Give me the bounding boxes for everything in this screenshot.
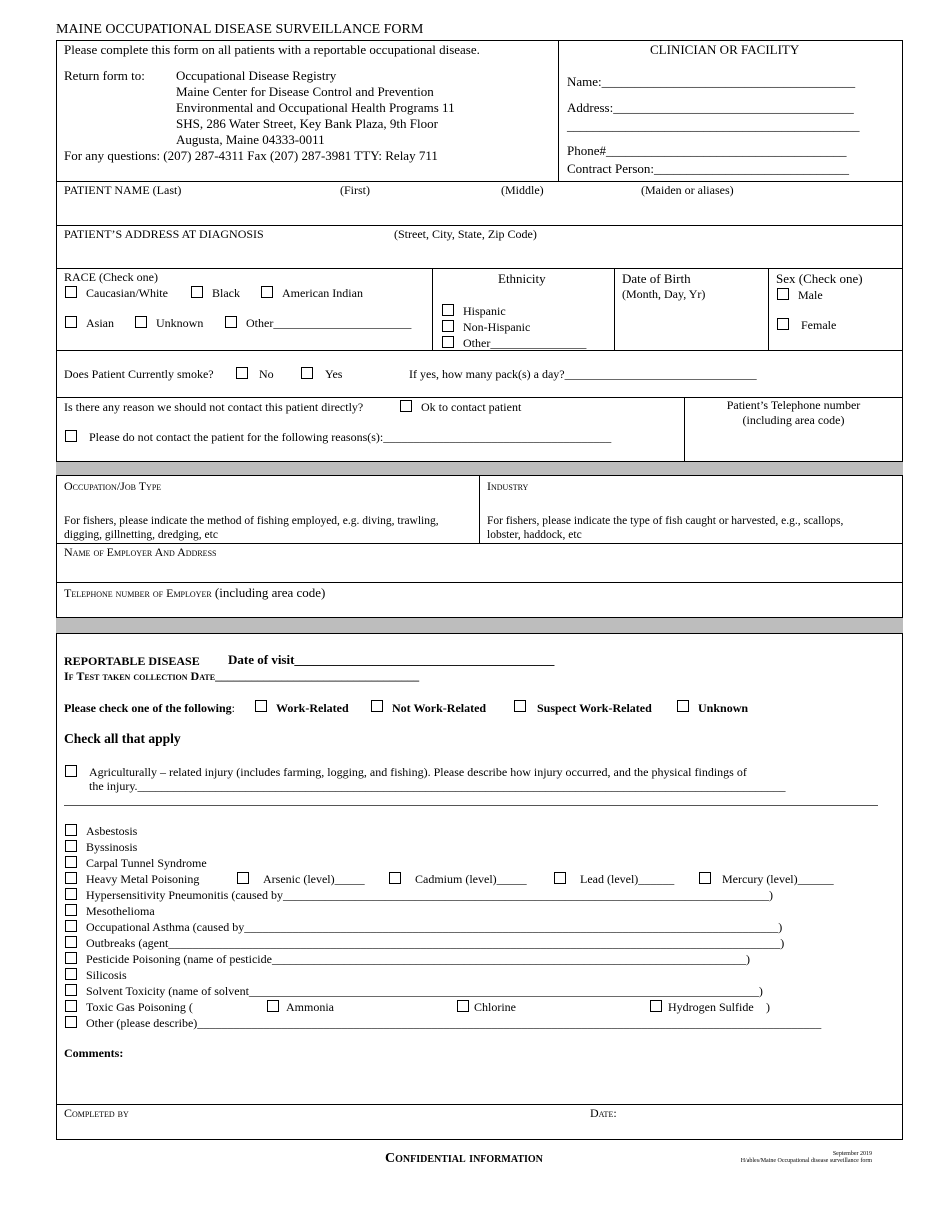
- return-line: Maine Center for Disease Control and Prevention: [176, 84, 434, 99]
- date-label: Date:: [590, 1106, 617, 1120]
- lead-checkbox[interactable]: [554, 872, 566, 884]
- race-caucasian-checkbox[interactable]: [65, 286, 77, 298]
- race-american-indian-checkbox[interactable]: [261, 286, 273, 298]
- patient-maiden-name-label: (Maiden or aliases): [641, 183, 734, 197]
- patient-first-name-label: (First): [340, 183, 370, 197]
- date-of-visit-field[interactable]: Date of visit________________________________________: [228, 652, 555, 667]
- ethnicity-hispanic-label: Hispanic: [463, 304, 506, 318]
- ok-to-contact-label: Ok to contact patient: [421, 400, 522, 414]
- outbreaks-field[interactable]: Outbreaks (agent______________________________________________________________________________________________________): [86, 936, 785, 950]
- condition-label: Carpal Tunnel Syndrome: [86, 856, 207, 870]
- sex-label: Sex (Check one): [776, 271, 863, 286]
- byssinosis-checkbox[interactable]: [65, 840, 77, 852]
- other-condition-checkbox[interactable]: [65, 1016, 77, 1028]
- race-black-checkbox[interactable]: [191, 286, 203, 298]
- agricultural-injury-label: Agriculturally – related injury (includes farming, logging, and fishing). Please describe how injury occurred, and the physical findings of: [89, 765, 747, 779]
- return-line: Augusta, Maine 04333-0011: [176, 132, 325, 147]
- smoke-yes-label: Yes: [325, 367, 343, 381]
- occupational-asthma-checkbox[interactable]: [65, 920, 77, 932]
- suspect-work-related-checkbox[interactable]: [514, 700, 526, 712]
- patient-address-hint: (Street, City, State, Zip Code): [394, 227, 537, 241]
- heavy-metal-checkbox[interactable]: [65, 872, 77, 884]
- hypersensitivity-checkbox[interactable]: [65, 888, 77, 900]
- cadmium-checkbox[interactable]: [389, 872, 401, 884]
- silicosis-checkbox[interactable]: [65, 968, 77, 980]
- condition-label: Byssinosis: [86, 840, 138, 854]
- smoke-question: Does Patient Currently smoke?: [64, 367, 214, 381]
- ethnicity-non-hispanic-checkbox[interactable]: [442, 320, 454, 332]
- sex-female-label: Female: [801, 318, 837, 332]
- condition-label: Asbestosis: [86, 824, 138, 838]
- chlorine-checkbox[interactable]: [457, 1000, 469, 1012]
- patient-middle-name-label: (Middle): [501, 183, 544, 197]
- smoke-no-label: No: [259, 367, 274, 381]
- confidential-label: Confidential information: [385, 1151, 543, 1166]
- hypersensitivity-field[interactable]: Hypersensitivity Pneumonitis (caused by_________________________________________________________________________________): [86, 888, 773, 902]
- check-all-heading: Check all that apply: [64, 731, 181, 746]
- solvent-toxicity-checkbox[interactable]: [65, 984, 77, 996]
- condition-label: Mesothelioma: [86, 904, 155, 918]
- not-work-related-label: Not Work-Related: [392, 701, 487, 715]
- race-other-field[interactable]: Other_______________________: [246, 316, 412, 330]
- asbestosis-checkbox[interactable]: [65, 824, 77, 836]
- ok-to-contact-checkbox[interactable]: [400, 400, 412, 412]
- test-collection-date-field[interactable]: If Test taken collection Date__________________________________: [64, 669, 420, 683]
- check-one-text: Please check one of the following: [64, 701, 232, 715]
- race-other-checkbox[interactable]: [225, 316, 237, 328]
- employer-phone-label: [64, 585, 325, 601]
- hydrogen-sulfide-label: Hydrogen Sulfide: [668, 1000, 754, 1014]
- chlorine-label: Chlorine: [474, 1000, 516, 1014]
- toxic-gas-close: ): [766, 1000, 770, 1014]
- clinician-heading: CLINICIAN OR FACILITY: [650, 42, 800, 57]
- dob-label: Date of Birth: [622, 271, 691, 286]
- questions-contact: For any questions: (207) 287-4311 Fax (207) 287-3981 TTY: Relay 711: [64, 148, 438, 163]
- clinician-address-line2[interactable]: _____________________________________________: [567, 118, 860, 133]
- smoke-no-checkbox[interactable]: [236, 367, 248, 379]
- dob-hint: (Month, Day, Yr): [622, 287, 706, 301]
- suspect-work-related-label: Suspect Work-Related: [537, 701, 652, 715]
- mercury-checkbox[interactable]: [699, 872, 711, 884]
- arsenic-level-field[interactable]: Arsenic (level)_____: [263, 872, 365, 886]
- outbreaks-checkbox[interactable]: [65, 936, 77, 948]
- condition-label: Silicosis: [86, 968, 127, 982]
- patient-address-label: PATIENT’S ADDRESS AT DIAGNOSIS: [64, 227, 264, 241]
- work-related-label: Work-Related: [276, 701, 349, 715]
- race-label: RACE (Check one): [64, 270, 158, 284]
- return-label: Return form to:: [64, 68, 145, 83]
- contact-question: Is there any reason we should not contact this patient directly?: [64, 400, 364, 414]
- sex-male-label: Male: [798, 288, 823, 302]
- carpal-tunnel-checkbox[interactable]: [65, 856, 77, 868]
- return-line: Environmental and Occupational Health Programs 11: [176, 100, 455, 115]
- patient-phone-label: Patient’s Telephone number: [726, 398, 861, 412]
- work-related-checkbox[interactable]: [255, 700, 267, 712]
- clinician-name-field[interactable]: Name:_______________________________________: [567, 74, 856, 89]
- ethnicity-other-field[interactable]: Other________________: [463, 336, 587, 350]
- clinician-address-field[interactable]: Address:_____________________________________: [567, 100, 854, 115]
- race-unknown-label: Unknown: [156, 316, 204, 330]
- return-line: Occupational Disease Registry: [176, 68, 337, 83]
- do-not-contact-checkbox[interactable]: [65, 430, 77, 442]
- occupation-note: digging, gillnetting, dredging, etc: [64, 529, 218, 541]
- occupational-asthma-field[interactable]: Occupational Asthma (caused by_________________________________________________________________________________________): [86, 920, 783, 934]
- contract-person-field[interactable]: Contract Person:______________________________: [567, 161, 850, 176]
- not-work-related-checkbox[interactable]: [371, 700, 383, 712]
- patient-last-name-label: PATIENT NAME (Last): [64, 183, 182, 197]
- section-divider: [56, 617, 903, 634]
- form-version: [700, 1151, 872, 1165]
- race-unknown-checkbox[interactable]: [135, 316, 147, 328]
- arsenic-checkbox[interactable]: [237, 872, 249, 884]
- employer-phone-hint: (including area code): [211, 585, 326, 600]
- ethnicity-hispanic-checkbox[interactable]: [442, 304, 454, 316]
- occupation-label: Occupation/Job Type: [64, 479, 162, 493]
- unknown-label: Unknown: [698, 701, 749, 715]
- mesothelioma-checkbox[interactable]: [65, 904, 77, 916]
- industry-note: lobster, haddock, etc: [487, 529, 582, 541]
- pesticide-checkbox[interactable]: [65, 952, 77, 964]
- unknown-checkbox[interactable]: [677, 700, 689, 712]
- sex-female-checkbox[interactable]: [777, 318, 789, 330]
- race-asian-checkbox[interactable]: [65, 316, 77, 328]
- race-asian-label: Asian: [86, 316, 114, 330]
- race-caucasian-label: Caucasian/White: [86, 286, 168, 300]
- reportable-disease-label: REPORTABLE DISEASE: [64, 654, 200, 668]
- employer-name-label: Name of Employer And Address: [64, 545, 217, 559]
- ammonia-label: Ammonia: [286, 1000, 334, 1014]
- clinician-phone-field[interactable]: Phone#_____________________________________: [567, 143, 847, 158]
- completed-by-label: Completed by: [64, 1106, 129, 1120]
- ethnicity-non-hispanic-label: Non-Hispanic: [463, 320, 531, 334]
- agricultural-injury-checkbox[interactable]: [65, 765, 77, 777]
- race-american-indian-label: American Indian: [282, 286, 363, 300]
- industry-label: Industry: [487, 479, 529, 493]
- form-title: MAINE OCCUPATIONAL DISEASE SURVEILLANCE FORM: [56, 22, 424, 37]
- do-not-contact-reasons-field[interactable]: Please do not contact the patient for the following reasons(s):______________________________________: [89, 430, 612, 444]
- ethnicity-label: Ethnicity: [498, 271, 546, 286]
- patient-phone-hint: (including area code): [742, 413, 845, 427]
- sex-male-checkbox[interactable]: [777, 288, 789, 300]
- cadmium-level-field[interactable]: Cadmium (level)_____: [415, 872, 527, 886]
- ethnicity-other-checkbox[interactable]: [442, 336, 454, 348]
- condition-label: Toxic Gas Poisoning (: [86, 1000, 193, 1014]
- race-black-label: Black: [212, 286, 240, 300]
- return-line: SHS, 286 Water Street, Key Bank Plaza, 9th Floor: [176, 116, 438, 131]
- form-version-path: H/ables/Maine Occupational disease surveillance form: [740, 1157, 872, 1164]
- instruction: Please complete this form on all patients with a reportable occupational disease.: [64, 42, 480, 57]
- occupation-note: For fishers, please indicate the method of fishing employed, e.g. diving, trawling,: [64, 515, 439, 527]
- toxic-gas-checkbox[interactable]: [65, 1000, 77, 1012]
- mercury-level-field[interactable]: Mercury (level)______: [722, 872, 834, 886]
- pesticide-field[interactable]: Pesticide Poisoning (name of pesticide_______________________________________________________________________________): [86, 952, 750, 966]
- comments-label: Comments:: [64, 1046, 124, 1060]
- agricultural-injury-field[interactable]: the injury.____________________________________________________________________________________________________________: [89, 779, 786, 793]
- check-one-label: Please check one of the following:: [64, 701, 235, 715]
- section-divider: [56, 461, 903, 476]
- lead-level-field[interactable]: Lead (level)______: [580, 872, 675, 886]
- smoke-yes-checkbox[interactable]: [301, 367, 313, 379]
- employer-phone-label-text: Telephone number of Employer: [64, 586, 212, 600]
- solvent-toxicity-field[interactable]: Solvent Toxicity (name of solvent_____________________________________________________________________________________): [86, 984, 763, 998]
- hydrogen-sulfide-checkbox[interactable]: [650, 1000, 662, 1012]
- industry-note: For fishers, please indicate the type of fish caught or harvested, e.g., scallops,: [487, 515, 844, 527]
- other-condition-field[interactable]: Other (please describe)________________________________________________________________________________________________________: [86, 1016, 822, 1030]
- packs-per-day-field[interactable]: If yes, how many pack(s) a day?________________________________: [409, 367, 757, 381]
- ammonia-checkbox[interactable]: [267, 1000, 279, 1012]
- condition-label: Heavy Metal Poisoning: [86, 872, 200, 886]
- form-version-date: September 2019: [832, 1151, 872, 1157]
